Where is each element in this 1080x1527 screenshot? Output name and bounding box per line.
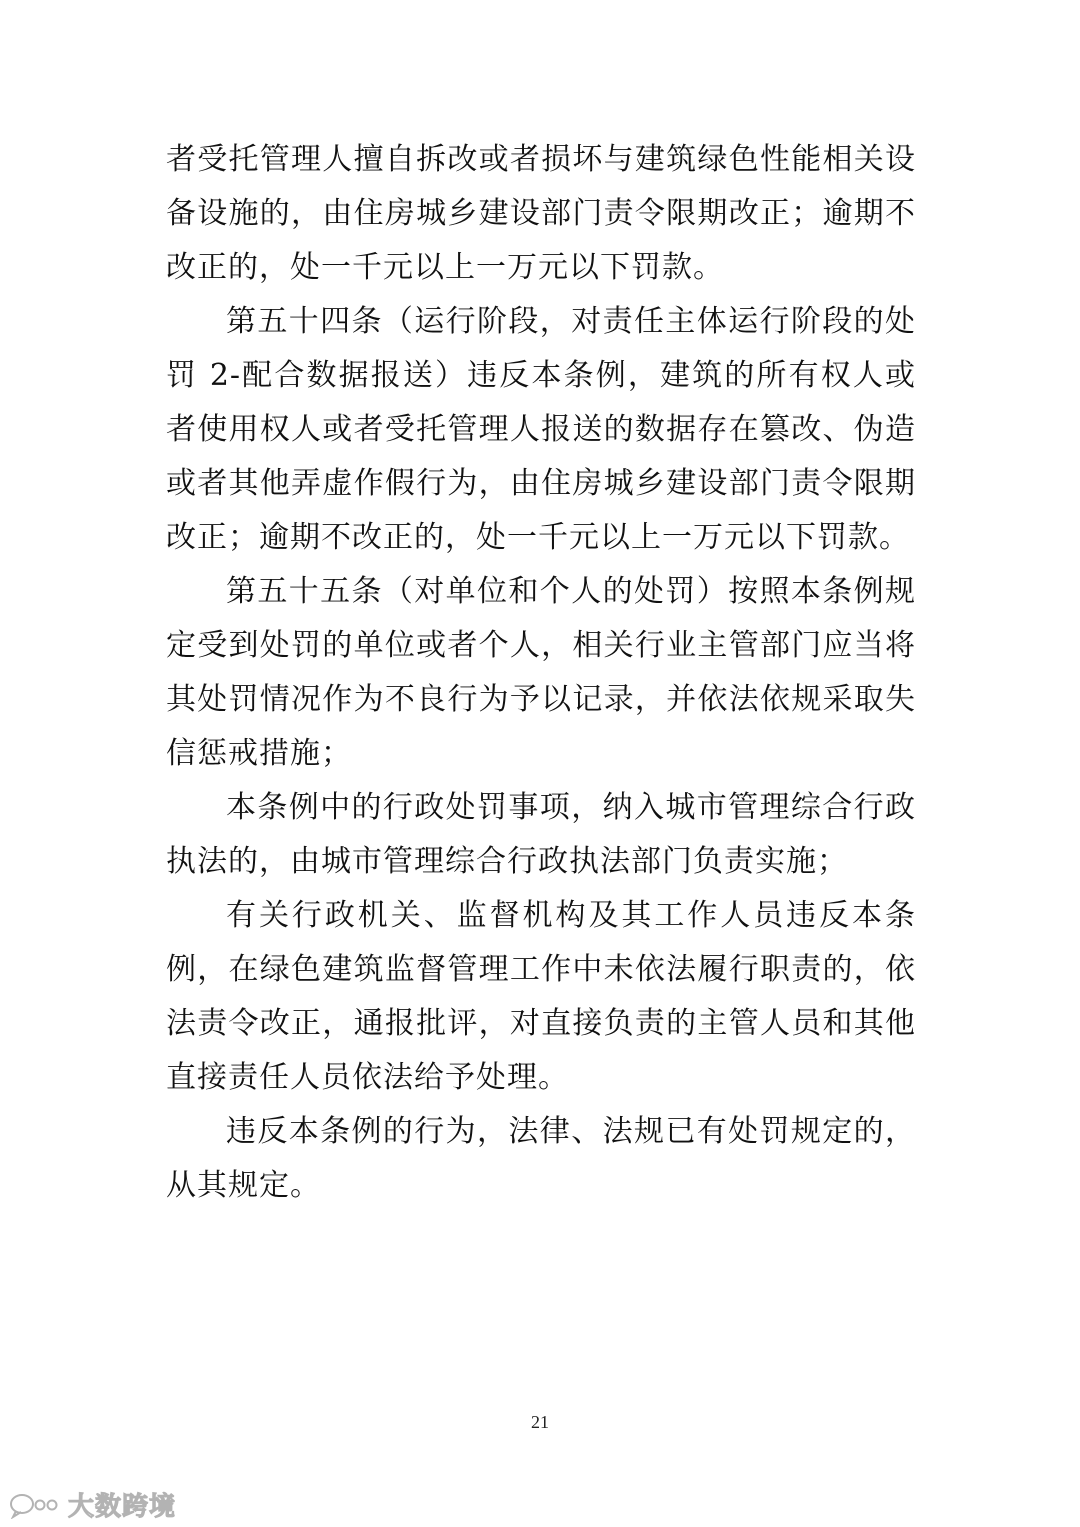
paragraph-officials-liability: 有关行政机关、监督机构及其工作人员违反本条例，在绿色建筑监督管理工作中未依法履行职责的，依法责令改正，通报批评，对直接负责的主管人员和其他直接责任人员依法给予处理。 [166, 898, 916, 1095]
paragraph-continuation: 者受托管理人擅自拆改或者损坏与建筑绿色性能相关设备设施的，由住房城乡建设部门责令限期改正；逾期不改正的，处一千元以上一万元以下罚款。 [166, 142, 916, 285]
paragraph-other-laws: 违反本条例的行为，法律、法规已有处罚规定的，从其规定。 [166, 1114, 916, 1203]
chat-bubble-logo-icon [8, 1491, 62, 1519]
watermark [8, 1486, 176, 1523]
document-body [166, 133, 916, 1213]
paragraph-enforcement: 本条例中的行政处罚事项，纳入城市管理综合行政执法的，由城市管理综合行政执法部门负责实施； [166, 790, 916, 879]
paragraph-article-55: 第五十五条（对单位和个人的处罚）按照本条例规定受到处罚的单位或者个人，相关行业主管部门应当将其处罚情况作为不良行为予以记录，并依法依规采取失信惩戒措施； [166, 574, 916, 771]
page-number: 21 [531, 1412, 549, 1432]
paragraph-article-54: 第五十四条（运行阶段，对责任主体运行阶段的处罚 2-配合数据报送）违反本条例，建筑的所有权人或者使用权人或者受托管理人报送的数据存在篡改、伪造或者其他弄虚作假行为，由住房城乡建设部门责令限期改正；逾期不改正的，处一千元以上一万元以下罚款。 [166, 304, 916, 555]
watermark-text: 大数跨境 [68, 1492, 177, 1522]
